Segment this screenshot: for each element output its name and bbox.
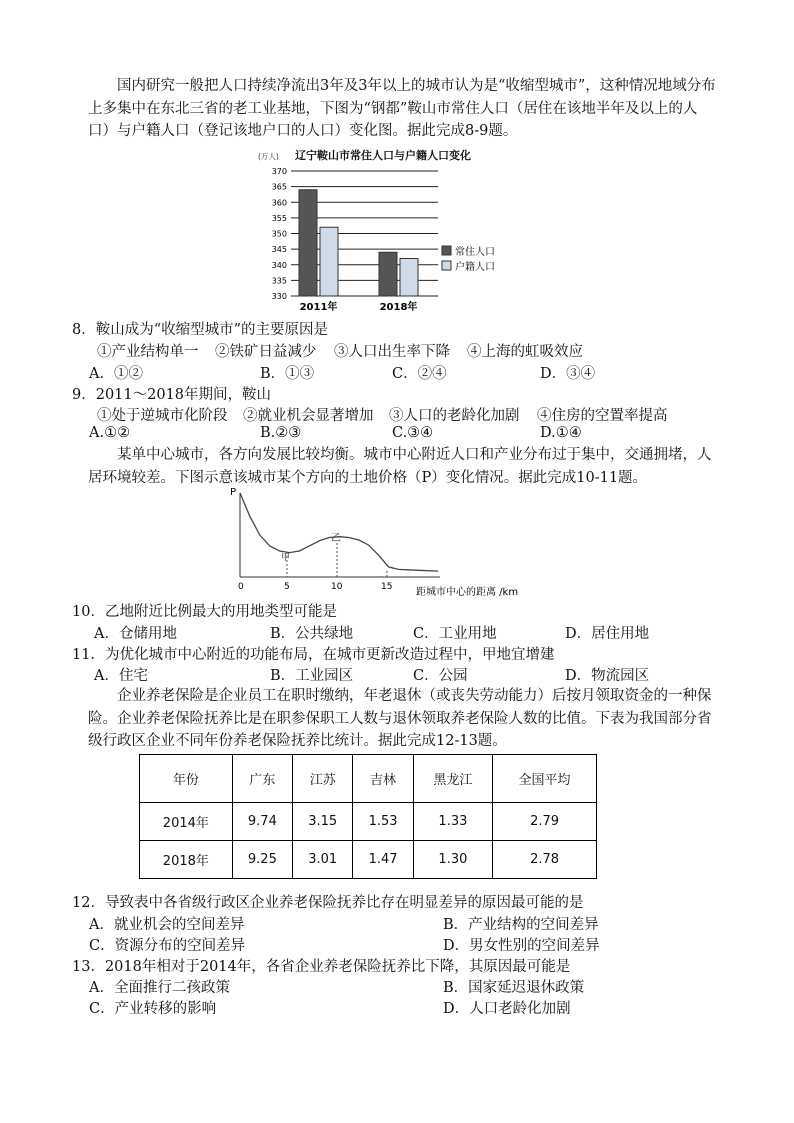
table-cell: 9.25 xyxy=(232,841,292,879)
table-header-cell: 全国平均 xyxy=(493,755,597,803)
x-tick-label: 2018年 xyxy=(379,302,418,313)
x-tick-0: 0 xyxy=(238,582,244,592)
question-10-stem: 10．乙地附近比例最大的用地类型可能是 xyxy=(72,604,337,620)
q9-option-b: B.②③ xyxy=(260,425,302,441)
q8-option-b: B．①③ xyxy=(260,366,315,382)
legend-label-resident: 常住人口 xyxy=(455,247,495,258)
q11-option-a: A．住宅 xyxy=(94,668,148,684)
y-tick-label: 355 xyxy=(271,213,287,223)
table-cell: 9.74 xyxy=(232,803,292,841)
q9-item-1: ①处于逆城市化阶段 xyxy=(97,408,228,424)
table-cell: 1.30 xyxy=(413,841,492,879)
y-tick-label: 340 xyxy=(271,260,287,270)
passage-intro-8-9: 国内研究一般把人口持续净流出3年及3年以上的城市认为是“收缩型城市”，这种情况地域分布上多集中在东北三省的老工业基地，下图为“钢都”鞍山市常住人口（居住在该地半年及以上的人口）与户籍人口（登记该地户口的人口）变化图。据此完成8-9题。 xyxy=(88,78,716,139)
q8-item-1: ①产业结构单一 xyxy=(97,344,199,360)
y-tick-label: 335 xyxy=(271,276,287,286)
table-cell: 1.33 xyxy=(413,803,492,841)
label-jia: 甲 xyxy=(281,553,291,563)
q8-option-a: A．①② xyxy=(89,366,143,382)
table-row xyxy=(140,803,597,841)
y-tick-label: 330 xyxy=(271,292,287,301)
q11-option-b: B．工业园区 xyxy=(270,668,354,684)
q10-option-c: C．工业用地 xyxy=(413,626,497,642)
question-11-stem: 11．为优化城市中心附近的功能布局，在城市更新改造过程中，甲地宜增建 xyxy=(72,647,555,663)
y-tick-label: 350 xyxy=(271,229,287,239)
bar-registered-2011年 xyxy=(320,227,338,296)
chart2-y-label: P xyxy=(230,487,237,498)
legend-swatch-registered xyxy=(442,261,451,270)
q12-option-b: B．产业结构的空间差异 xyxy=(443,917,599,933)
q12-option-d: D．男女性别的空间差异 xyxy=(443,938,600,954)
population-bar-chart xyxy=(255,145,515,317)
q8-item-3: ③人口出生率下降 xyxy=(334,344,450,360)
chart1-legend xyxy=(442,245,495,273)
question-9-stem: 9．2011～2018年期间，鞍山 xyxy=(72,387,272,403)
q12-option-c: C．资源分布的空间差异 xyxy=(89,938,246,954)
y-tick-label: 345 xyxy=(271,245,287,255)
chart1-unit: (万人) xyxy=(258,152,279,161)
bar-resident-2011年 xyxy=(299,190,317,296)
question-12-stem: 12．导致表中各省级行政区企业养老保险抚养比存在明显差异的原因最可能的是 xyxy=(72,895,584,911)
x-tick-5: 5 xyxy=(284,582,290,592)
q10-option-d: D．居住用地 xyxy=(565,626,650,642)
table-header-cell: 广东 xyxy=(232,755,292,803)
table-cell: 2.78 xyxy=(493,841,597,879)
table-header-cell: 黑龙江 xyxy=(413,755,492,803)
y-tick-label: 365 xyxy=(271,182,287,192)
q8-item-2: ②铁矿日益减少 xyxy=(215,344,317,360)
bar-registered-2018年 xyxy=(400,259,418,297)
x-tick-15: 15 xyxy=(381,582,393,592)
land-price-curve-chart xyxy=(228,485,528,602)
table-cell: 3.15 xyxy=(293,803,353,841)
pension-ratio-table xyxy=(139,754,597,879)
y-tick-label: 370 xyxy=(271,167,287,176)
passage-intro-12-13: 企业养老保险是企业员工在职时缴纳，年老退休（或丧失劳动能力）后按月领取资金的一种保险。企业养老保险抚养比是在职参保职工人数与退休领取养老保险人数的比值。下表为我国部分省级行政区企业不同年份养老保险抚养比统计。据此完成12-13题。 xyxy=(88,688,712,749)
q8-item-4: ④上海的虹吸效应 xyxy=(467,344,583,360)
q11-option-d: D．物流园区 xyxy=(565,668,650,684)
table-row xyxy=(140,841,597,879)
q9-option-a: A.①② xyxy=(89,425,131,441)
question-13-stem: 13．2018年相对于2014年，各省企业养老保险抚养比下降，其原因最可能是 xyxy=(72,959,571,975)
q13-option-d: D．人口老龄化加剧 xyxy=(443,1001,571,1017)
q13-option-b: B．国家延迟退休政策 xyxy=(443,980,585,996)
chart2-x-label: 距城市中心的距离 /km xyxy=(416,587,519,598)
q12-option-a: A．就业机会的空间差异 xyxy=(89,917,245,933)
q13-option-a: A．全面推行二孩政策 xyxy=(89,980,230,996)
label-yi: 乙 xyxy=(331,533,341,544)
q9-option-d: D.①④ xyxy=(540,425,582,441)
q9-item-3: ③人口的老龄化加剧 xyxy=(389,408,520,424)
table-header-cell: 吉林 xyxy=(353,755,413,803)
table-cell: 3.01 xyxy=(293,841,353,879)
table-cell: 1.47 xyxy=(353,841,413,879)
q8-option-d: D．③④ xyxy=(540,366,596,382)
chart1-title: 辽宁鞍山市常住人口与户籍人口变化 xyxy=(295,149,471,162)
table-cell: 2018年 xyxy=(140,841,233,879)
q9-option-c: C.③④ xyxy=(392,425,434,441)
x-tick-label: 2011年 xyxy=(299,302,338,313)
legend-label-registered: 户籍人口 xyxy=(455,262,495,273)
passage-intro-10-11: 某单中心城市，各方向发展比较均衡。城市中心附近人口和产业分布过于集中，交通拥堵，人居环境较差。下图示意该城市某个方向的土地价格（P）变化情况。据此完成10-11题。 xyxy=(88,447,712,486)
bar-resident-2018年 xyxy=(379,252,397,296)
question-8-stem: 8．鞍山成为“收缩型城市”的主要原因是 xyxy=(72,322,329,338)
q10-option-a: A．仓储用地 xyxy=(94,626,177,642)
legend-swatch-resident xyxy=(442,246,451,255)
q11-option-c: C．公园 xyxy=(413,668,468,684)
table-header-row xyxy=(140,755,597,803)
table-cell: 1.53 xyxy=(353,803,413,841)
q8-option-c: C．②④ xyxy=(392,366,447,382)
q9-item-4: ④住房的空置率提高 xyxy=(537,408,668,424)
x-tick-10: 10 xyxy=(331,582,343,592)
q13-option-c: C．产业转移的影响 xyxy=(89,1001,217,1017)
table-header-cell: 年份 xyxy=(140,755,233,803)
y-tick-label: 360 xyxy=(271,198,287,208)
q10-option-b: B．公共绿地 xyxy=(270,626,354,642)
table-header-cell: 江苏 xyxy=(293,755,353,803)
q9-item-2: ②就业机会显著增加 xyxy=(243,408,374,424)
table-cell: 2014年 xyxy=(140,803,233,841)
table-cell: 2.79 xyxy=(493,803,597,841)
